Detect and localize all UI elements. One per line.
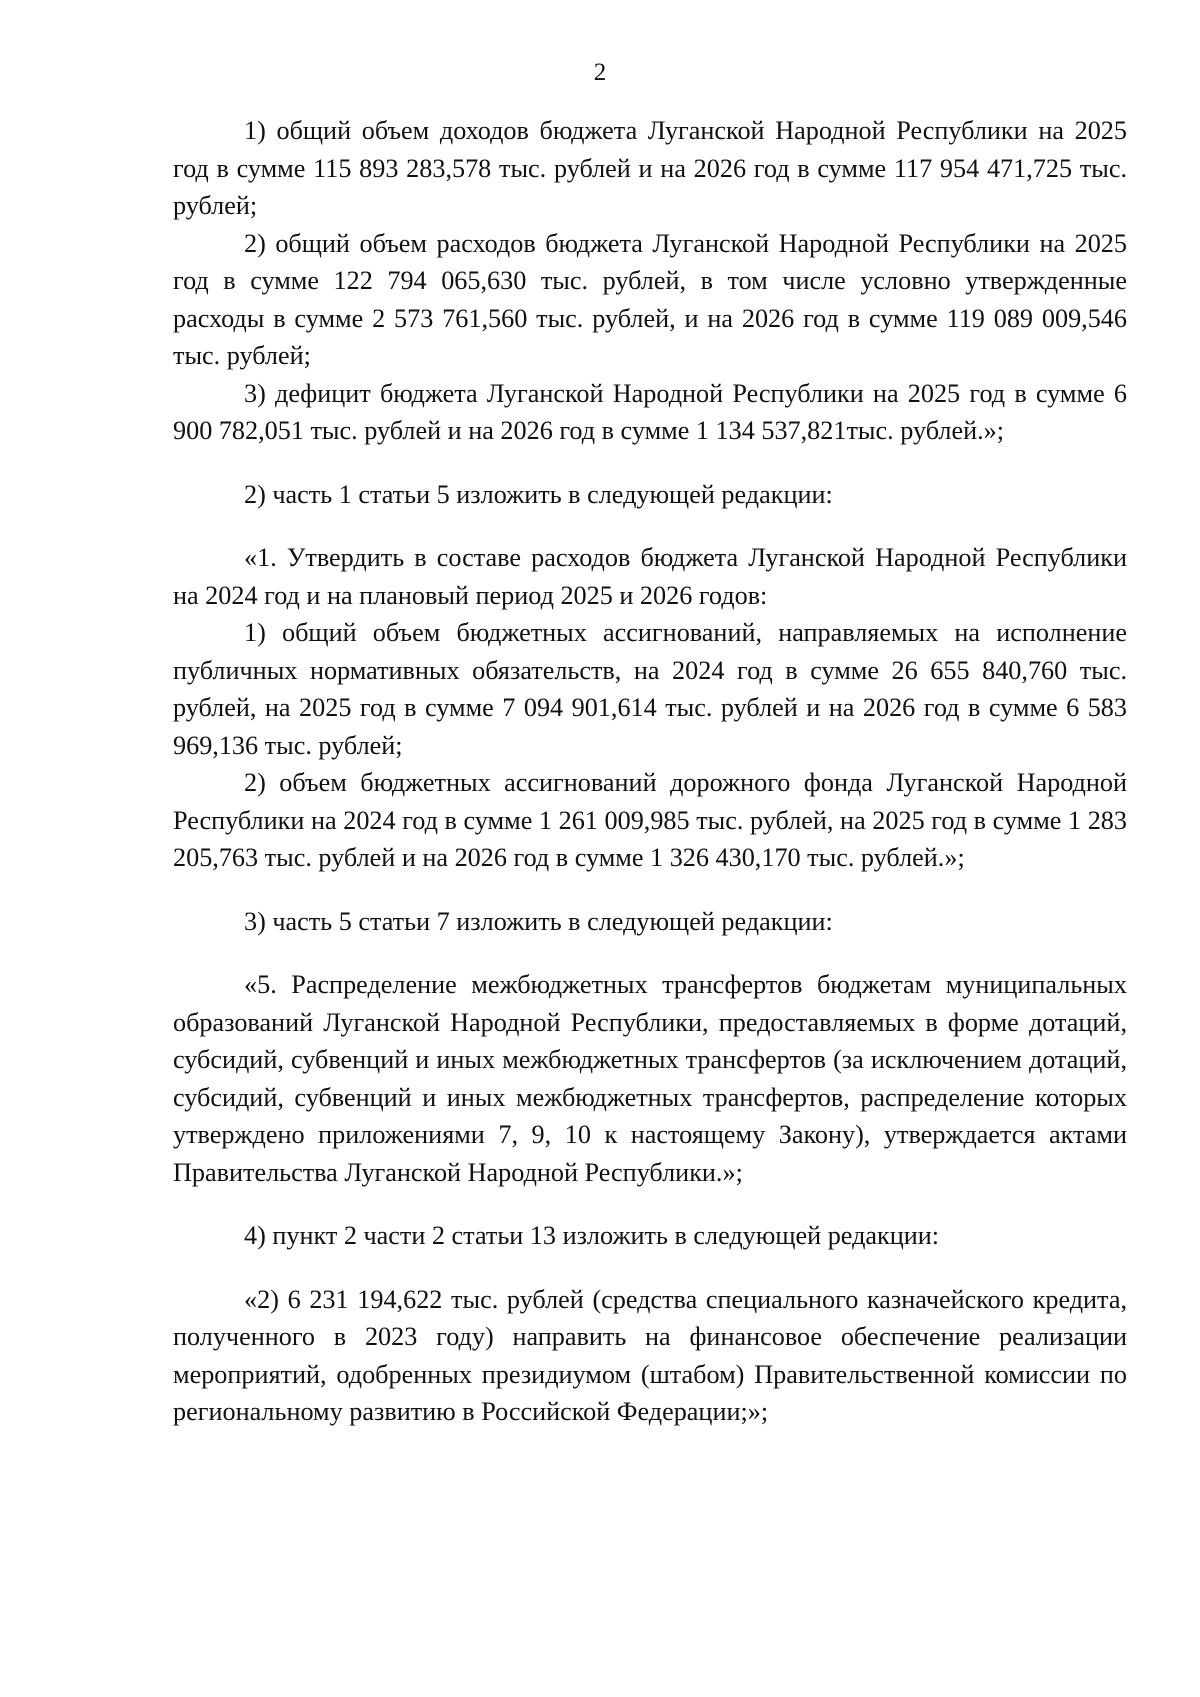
paragraph-revenue-total: 1) общий объем доходов бюджета Луганской Народной Республики на 2025 год в сумме 115 893 283,578 тыс. рублей и на 2026 год в сумме 117 954 471,725 тыс. рублей; bbox=[173, 116, 1127, 220]
document-body bbox=[173, 112, 1127, 1431]
paragraph-amendment-article-7: 3) часть 5 статьи 7 изложить в следующей редакции: bbox=[244, 906, 833, 936]
paragraph-interbudget-transfers: «5. Распределение межбюджетных трансфертов бюджетам муниципальных образований Луганской Народной Республики, предоставляемых в форме дотаций, субсидий, субвенций и иных межбюджетных трансфертов (за исключением дотаций, субсидий, субвенций и иных межбюджетных трансфертов, распределение которых утверждено приложениями 7, 9, 10 к настоящему Закону), утверждается актами Правительства Луганской Народной Республики.»; bbox=[173, 970, 1127, 1187]
paragraph-public-obligations: 1) общий объем бюджетных ассигнований, направляемых на исполнение публичных нормативных обязательств, на 2024 год в сумме 26 655 840,760 тыс. рублей, на 2025 год в сумме 7 094 901,614 тыс. рублей и на 2026 год в сумме 6 583 969,136 тыс. рублей; bbox=[173, 618, 1127, 760]
paragraph-article-5-intro: «1. Утвердить в составе расходов бюджета Луганской Народной Республики на 2024 год и на плановый период 2025 и 2026 годов: bbox=[173, 543, 1127, 610]
paragraph-budget-deficit: 3) дефицит бюджета Луганской Народной Республики на 2025 год в сумме 6 900 782,051 тыс. рублей и на 2026 год в сумме 1 134 537,821тыс. рублей.»; bbox=[173, 378, 1127, 445]
paragraph-road-fund: 2) объем бюджетных ассигнований дорожного фонда Луганской Народной Республики на 2024 год в сумме 1 261 009,985 тыс. рублей, на 2025 год в сумме 1 283 205,763 тыс. рублей и на 2026 год в сумме 1 326 430,170 тыс. рублей.»; bbox=[173, 768, 1127, 872]
paragraph-treasury-credit: «2) 6 231 194,622 тыс. рублей (средства специального казначейского кредита, полученного в 2023 году) направить на финансовое обеспечение реализации мероприятий, одобренных президиумом (штабом) Правительственной комиссии по региональному развитию в Российской Федерации;»; bbox=[173, 1284, 1127, 1426]
paragraph-expenditure-total: 2) общий объем расходов бюджета Луганской Народной Республики на 2025 год в сумме 122 794 065,630 тыс. рублей, в том числе условно утвержденные расходы в сумме 2 573 761,560 тыс. рублей, и на 2026 год в сумме 119 089 009,546 тыс. рублей; bbox=[173, 228, 1127, 370]
page-number: 2 bbox=[593, 59, 607, 86]
paragraph-amendment-article-13: 4) пункт 2 части 2 статьи 13 изложить в следующей редакции: bbox=[244, 1221, 940, 1250]
paragraph-amendment-article-5: 2) часть 1 статьи 5 изложить в следующей редакции: bbox=[244, 479, 833, 509]
